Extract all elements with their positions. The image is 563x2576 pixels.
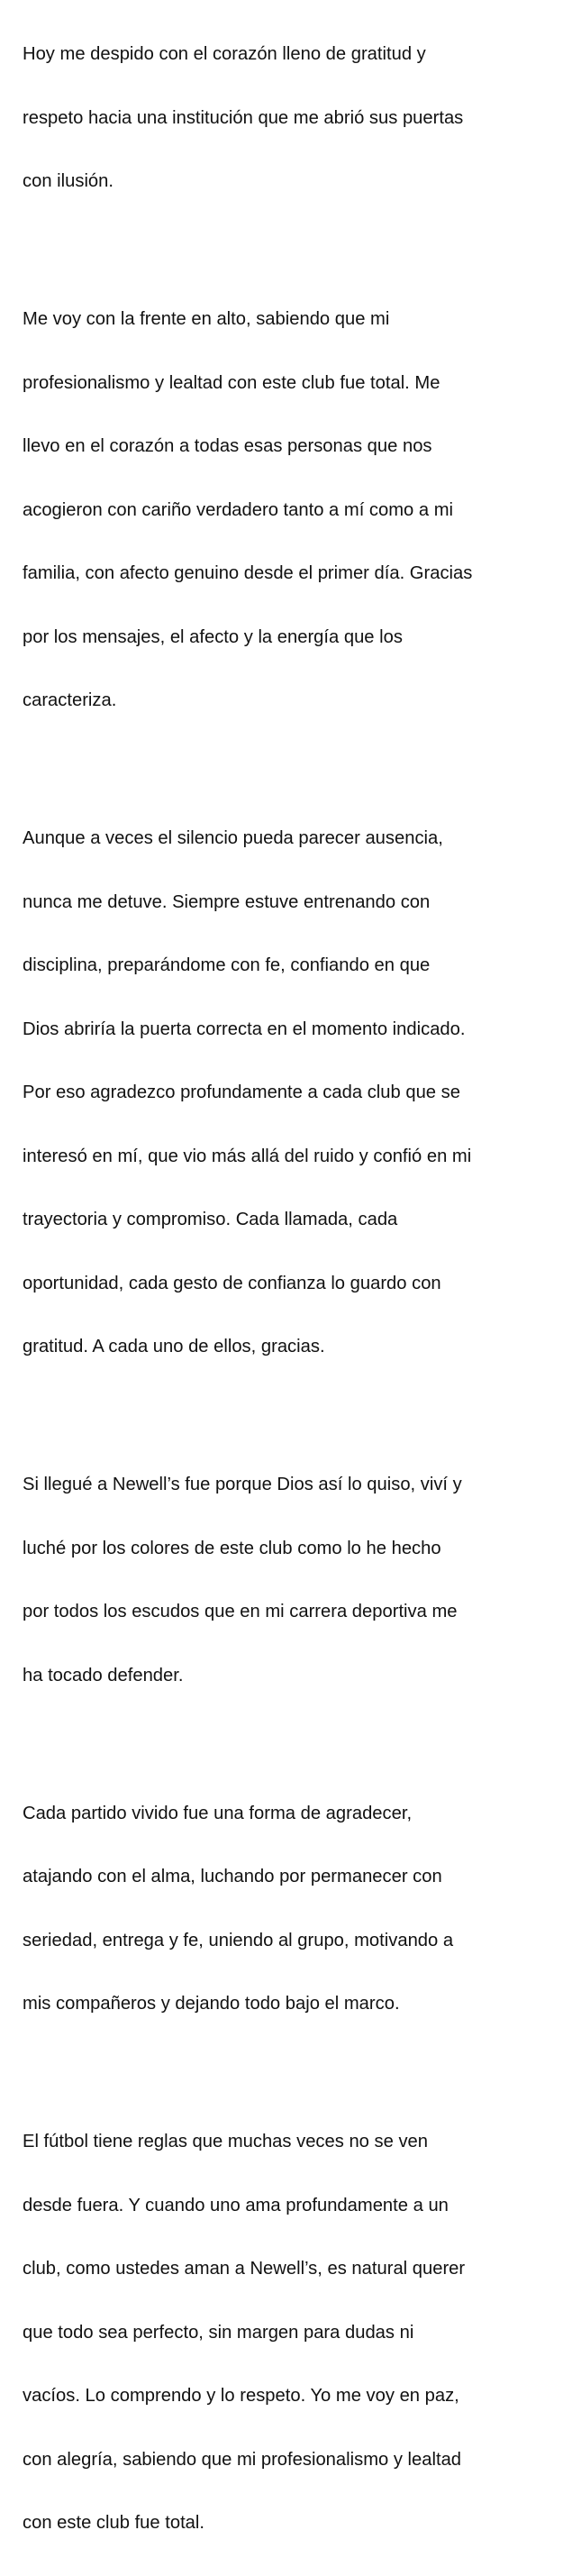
text-line: disciplina, preparándome con fe, confiando en que bbox=[23, 955, 431, 975]
paragraph-1 bbox=[23, 2, 563, 234]
text-line: que todo sea perfecto, sin margen para dudas ni bbox=[23, 2322, 414, 2343]
text-line: Si llegué a Newell’s fue porque Dios así lo quiso, viví y bbox=[23, 1475, 462, 1494]
text-line: vacíos. Lo comprendo y lo respeto. Yo me voy en paz, bbox=[23, 2386, 459, 2406]
paragraph-gap bbox=[23, 754, 563, 787]
paragraph-gap bbox=[23, 1728, 563, 1761]
text-line: Dios abriría la puerta correcta en el momento indicado. bbox=[23, 1019, 466, 1039]
text-line: seriedad, entrega y fe, uniendo al grupo, motivando a bbox=[23, 1930, 454, 1950]
text-line: desde fuera. Y cuando uno ama profundamente a un bbox=[23, 2195, 449, 2215]
text-line: profesionalismo y lealtad con este club fue total. Me bbox=[23, 372, 440, 393]
text-line: El fútbol tiene reglas que muchas veces no se ven bbox=[23, 2132, 428, 2151]
text-line: Me voy con la frente en alto, sabiendo que mi bbox=[23, 309, 390, 329]
text-line: caracteriza. bbox=[23, 690, 117, 710]
text-line: con alegría, sabiendo que mi profesionalismo y lealtad bbox=[23, 2449, 462, 2470]
text-line: trayectoria y compromiso. Cada llamada, cada bbox=[23, 1210, 398, 1229]
statement-text bbox=[23, 2, 563, 2576]
paragraph-5 bbox=[23, 1761, 563, 2057]
text-line: club, como ustedes aman a Newell’s, es natural querer bbox=[23, 2259, 466, 2279]
text-line: por los mensajes, el afecto y la energía que los bbox=[23, 626, 403, 647]
text-line: por todos los escudos que en mi carrera deportiva me bbox=[23, 1602, 458, 1621]
text-line: nunca me detuve. Siempre estuve entrenando con bbox=[23, 891, 431, 912]
paragraph-2 bbox=[23, 267, 563, 754]
paragraph-gap bbox=[23, 2057, 563, 2090]
paragraph-4 bbox=[23, 1432, 563, 1728]
text-line: con ilusión. bbox=[23, 171, 114, 191]
text-line: Aunque a veces el silencio pueda parecer ausencia, bbox=[23, 828, 443, 848]
text-line: luché por los colores de este club como lo he hecho bbox=[23, 1538, 441, 1558]
text-line: Por eso agradezco profundamente a cada club que se bbox=[23, 1082, 460, 1102]
paragraph-3 bbox=[23, 786, 563, 1400]
text-line: respeto hacia una institución que me abrió sus puertas bbox=[23, 107, 464, 128]
paragraph-gap bbox=[23, 234, 563, 268]
paragraph-gap bbox=[23, 1400, 563, 1433]
text-line: oportunidad, cada gesto de confianza lo guardo con bbox=[23, 1273, 441, 1293]
text-line: llevo en el corazón a todas esas personas que nos bbox=[23, 436, 432, 456]
text-line: Cada partido vivido fue una forma de agradecer, bbox=[23, 1803, 413, 1823]
paragraph-6 bbox=[23, 2089, 563, 2576]
text-line: mis compañeros y dejando todo bajo el marco. bbox=[23, 1994, 400, 2014]
text-line: familia, con afecto genuino desde el primer día. Gracias bbox=[23, 563, 473, 583]
text-line: ha tocado defender. bbox=[23, 1665, 184, 1685]
text-line: interesó en mí, que vio más allá del ruido y confió en mi bbox=[23, 1146, 472, 1166]
text-line: gratitud. A cada uno de ellos, gracias. bbox=[23, 1337, 325, 1357]
text-line: atajando con el alma, luchando por permanecer con bbox=[23, 1867, 442, 1886]
text-line: Hoy me despido con el corazón lleno de gratitud y bbox=[23, 44, 426, 64]
text-line: con este club fue total. bbox=[23, 2513, 205, 2533]
text-line: acogieron con cariño verdadero tanto a mí como a mi bbox=[23, 499, 454, 520]
